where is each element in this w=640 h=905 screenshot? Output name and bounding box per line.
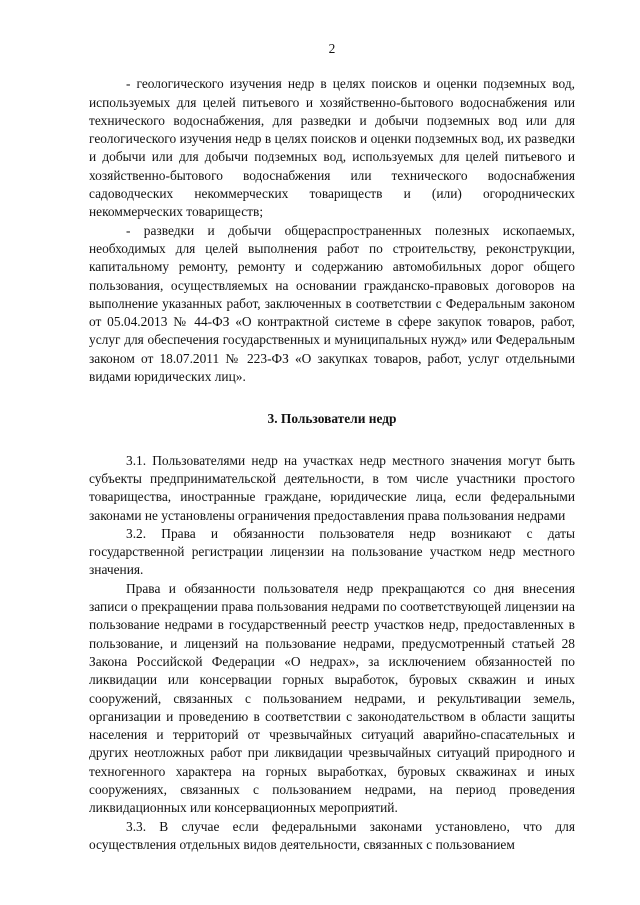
page-number: 2	[328, 41, 336, 56]
document-page	[89, 40, 575, 854]
paragraph-groundwater-study: - геологического изучения недр в целях поисков и оценки подземных вод, используемых для целей питьевого и хозяйственно-бытового водоснабжения или технического водоснабжения, для разведки и добычи подземных вод или для геологического изучения недр в целях поисков и оценки подземных вод, их разведки и добычи или для добычи подземных вод, используемых для целей питьевого и хозяйственно-бытового водоснабжения или технического водоснабжения садоводческих некоммерческих товариществ и (или) огороднических некоммерческих товариществ;	[89, 76, 575, 220]
paragraph-rights-termination: Права и обязанности пользователя недр прекращаются со дня внесения записи о прекращении права пользования недрами по соответствующей лицензии на пользование недрами в государственный реестр участков недр, предоставленных в пользование, и лицензий на пользование недрами, предусмотренный статьей 28 Закона Российской Федерации «О недрах», за исключением обязанностей по ликвидации или консервации горных выработок, буровых скважин и иных сооружений, связанных с пользованием недрами, и рекультивации земель, организации и проведению в соответствии с законодательством в области защиты населения и территорий от чрезвычайных ситуаций аварийно-спасательных и других неотложных работ при ликвидации чрезвычайных ситуаций природного и техногенного характера на горных выработках, буровых скважинах и иных сооружениях, связанных с пользованием недрами, на период проведения ликвидационных или консервационных мероприятий.	[89, 580, 575, 816]
paragraph-3-1: 3.1. Пользователями недр на участках недр местного значения могут быть субъекты предпринимательской деятельности, в том числе участники простого товарищества, иностранные граждане, юридические лица, если федеральными законами не установлены ограничения предоставления права пользования недрами	[89, 452, 575, 523]
paragraph-common-minerals: - разведки и добычи общераспространенных полезных ископаемых, необходимых для целей выполнения работ по строительству, реконструкции, капитальному ремонту, ремонту и содержанию автомобильных дорог общего пользования, осуществляемых на основании гражданско-правовых договоров на выполнение указанных работ, заключенных в соответствии с Федеральным законом от 05.04.2013 № 44-ФЗ «О контрактной системе в сфере закупок товаров, работ, услуг для обеспечения государственных и муниципальных нужд» или Федеральным законом от 18.07.2011 № 223-ФЗ «О закупках товаров, работ, услуг отдельными видами юридических лиц».	[89, 222, 575, 385]
paragraph-3-3: 3.3. В случае если федеральными законами установлено, что для осуществления отдельных видов деятельности, связанных с пользованием	[89, 818, 575, 852]
section-heading: 3. Пользователи недр	[267, 411, 397, 427]
paragraph-3-2: 3.2. Права и обязанности пользователя недр возникают с даты государственной регистрации лицензии на пользование участком недр местного значения.	[89, 525, 575, 578]
